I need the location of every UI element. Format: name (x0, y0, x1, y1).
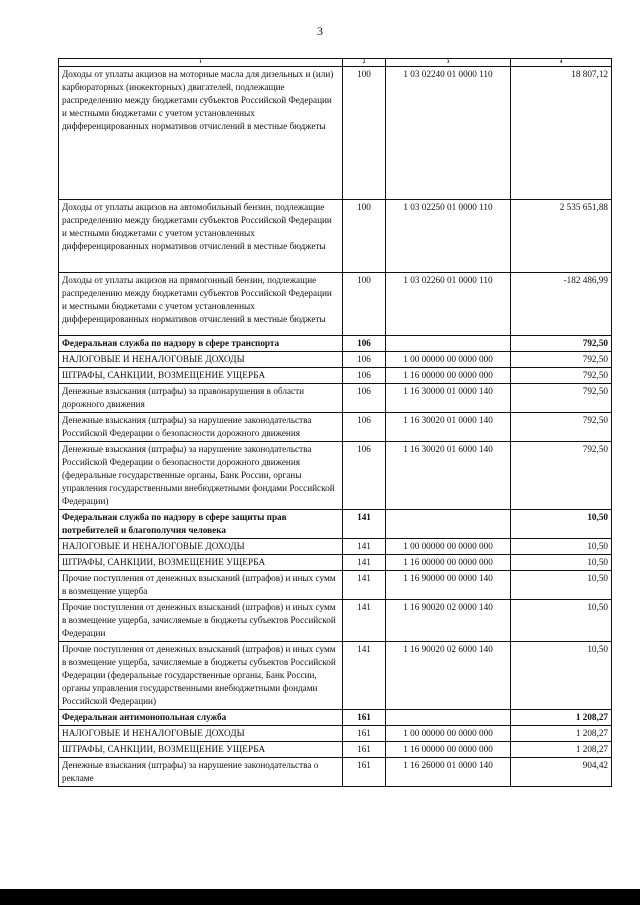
row-amount: 10,50 (511, 510, 612, 539)
header-col-4: 4 (511, 59, 612, 67)
table-row (59, 742, 612, 758)
row-budget-code: 1 00 00000 00 0000 000 (386, 352, 511, 368)
row-name: ШТРАФЫ, САНКЦИИ, ВОЗМЕЩЕНИЕ УЩЕРБА (59, 368, 343, 384)
row-name: Денежные взыскания (штрафы) за нарушение законодательства Российской Федерации о безопасности дорожного движения (федеральные государственные органы, Банк России, органы управления государственными внебюджетными фондами Российской Федерации) (59, 442, 343, 510)
row-admin-code: 100 (343, 273, 386, 336)
row-admin-code: 106 (343, 384, 386, 413)
row-name: Прочие поступления от денежных взысканий (штрафов) и иных сумм в возмещение ущерба, зачисляемые в бюджеты субъектов Российской Федерации (федеральные государственные органы, Банк России, органы управления государственными внебюджетными фондами Российской Федерации) (59, 642, 343, 710)
table-row (59, 67, 612, 200)
table-row (59, 710, 612, 726)
row-amount: 792,50 (511, 413, 612, 442)
row-admin-code: 141 (343, 539, 386, 555)
table-row (59, 352, 612, 368)
row-budget-code: 1 16 30020 01 0000 140 (386, 413, 511, 442)
row-name: Доходы от уплаты акцизов на автомобильный бензин, подлежащие распределению между бюджетами субъектов Российской Федерации и местными бюджетами с учетом установленных дифференцированных нормативов отчислений в местные бюджеты (59, 200, 343, 273)
row-name: Денежные взыскания (штрафы) за нарушение законодательства о рекламе (59, 758, 343, 787)
table-row (59, 571, 612, 600)
row-admin-code: 161 (343, 742, 386, 758)
row-amount: 792,50 (511, 336, 612, 352)
table-row (59, 642, 612, 710)
row-amount: 10,50 (511, 555, 612, 571)
row-budget-code: 1 16 30020 01 6000 140 (386, 442, 511, 510)
row-amount: 18 807,12 (511, 67, 612, 200)
row-amount: 792,50 (511, 368, 612, 384)
row-admin-code: 161 (343, 710, 386, 726)
row-budget-code: 1 03 02260 01 0000 110 (386, 273, 511, 336)
row-budget-code: 1 03 02240 01 0000 110 (386, 67, 511, 200)
row-name: ШТРАФЫ, САНКЦИИ, ВОЗМЕЩЕНИЕ УЩЕРБА (59, 742, 343, 758)
table-row (59, 442, 612, 510)
row-budget-code: 1 16 00000 00 0000 000 (386, 742, 511, 758)
row-budget-code: 1 03 02250 01 0000 110 (386, 200, 511, 273)
row-name: Прочие поступления от денежных взысканий (штрафов) и иных сумм в возмещение ущерба, зачисляемые в бюджеты субъектов Российской Федерации (59, 600, 343, 642)
page-number: 3 (317, 24, 323, 38)
row-admin-code: 141 (343, 642, 386, 710)
header-col-1: 1 (59, 59, 343, 67)
row-budget-code (386, 510, 511, 539)
row-amount: 1 208,27 (511, 742, 612, 758)
row-name: ШТРАФЫ, САНКЦИИ, ВОЗМЕЩЕНИЕ УЩЕРБА (59, 555, 343, 571)
table-row (59, 510, 612, 539)
row-amount: -182 486,99 (511, 273, 612, 336)
row-amount: 2 535 651,88 (511, 200, 612, 273)
table-row (59, 200, 612, 273)
row-name: НАЛОГОВЫЕ И НЕНАЛОГОВЫЕ ДОХОДЫ (59, 352, 343, 368)
row-amount: 10,50 (511, 571, 612, 600)
row-budget-code: 1 16 00000 00 0000 000 (386, 368, 511, 384)
row-name: Денежные взыскания (штрафы) за правонарушения в области дорожного движения (59, 384, 343, 413)
row-admin-code: 100 (343, 67, 386, 200)
header-col-3: 3 (386, 59, 511, 67)
table-row (59, 368, 612, 384)
row-amount: 1 208,27 (511, 726, 612, 742)
row-admin-code: 106 (343, 336, 386, 352)
row-amount: 10,50 (511, 600, 612, 642)
row-admin-code: 161 (343, 758, 386, 787)
table-row (59, 413, 612, 442)
header-row (59, 59, 612, 67)
row-amount: 10,50 (511, 539, 612, 555)
row-amount: 1 208,27 (511, 710, 612, 726)
row-amount: 792,50 (511, 442, 612, 510)
row-amount: 792,50 (511, 352, 612, 368)
row-admin-code: 141 (343, 555, 386, 571)
row-name: Федеральная служба по надзору в сфере транспорта (59, 336, 343, 352)
row-budget-code: 1 16 90000 00 0000 140 (386, 571, 511, 600)
row-admin-code: 106 (343, 352, 386, 368)
table-row (59, 273, 612, 336)
table-row (59, 726, 612, 742)
row-budget-code (386, 336, 511, 352)
row-name: Федеральная служба по надзору в сфере защиты прав потребителей и благополучия человека (59, 510, 343, 539)
row-admin-code: 106 (343, 413, 386, 442)
row-amount: 904,42 (511, 758, 612, 787)
row-name: Денежные взыскания (штрафы) за нарушение законодательства Российской Федерации о безопасности дорожного движения (59, 413, 343, 442)
table-row (59, 539, 612, 555)
row-amount: 792,50 (511, 384, 612, 413)
row-budget-code: 1 00 00000 00 0000 000 (386, 539, 511, 555)
row-name: Доходы от уплаты акцизов на прямогонный бензин, подлежащие распределению между бюджетами субъектов Российской Федерации и местными бюджетами с учетом установленных дифференцированных нормативов отчислений в местные бюджеты (59, 273, 343, 336)
revenue-table (58, 58, 612, 787)
scan-bottom-edge (0, 889, 640, 905)
row-admin-code: 141 (343, 600, 386, 642)
row-amount: 10,50 (511, 642, 612, 710)
row-name: Доходы от уплаты акцизов на моторные масла для дизельных и (или) карбюраторных (инжекторных) двигателей, подлежащие распределению между бюджетами субъектов Российской Федерации и местными бюджетами с учетом установленных дифференцированных нормативов отчислений в местные бюджеты (59, 67, 343, 200)
row-budget-code (386, 710, 511, 726)
table-row (59, 336, 612, 352)
table-row (59, 555, 612, 571)
row-name: Прочие поступления от денежных взысканий (штрафов) и иных сумм в возмещение ущерба (59, 571, 343, 600)
row-name: Федеральная антимонопольная служба (59, 710, 343, 726)
row-name: НАЛОГОВЫЕ И НЕНАЛОГОВЫЕ ДОХОДЫ (59, 726, 343, 742)
row-admin-code: 106 (343, 442, 386, 510)
row-budget-code: 1 16 26000 01 0000 140 (386, 758, 511, 787)
row-name: НАЛОГОВЫЕ И НЕНАЛОГОВЫЕ ДОХОДЫ (59, 539, 343, 555)
table-row (59, 600, 612, 642)
row-admin-code: 106 (343, 368, 386, 384)
row-admin-code: 161 (343, 726, 386, 742)
row-admin-code: 141 (343, 510, 386, 539)
row-admin-code: 141 (343, 571, 386, 600)
table-row (59, 384, 612, 413)
header-col-2: 2 (343, 59, 386, 67)
row-budget-code: 1 00 00000 00 0000 000 (386, 726, 511, 742)
row-budget-code: 1 16 90020 02 0000 140 (386, 600, 511, 642)
row-budget-code: 1 16 00000 00 0000 000 (386, 555, 511, 571)
row-admin-code: 100 (343, 200, 386, 273)
row-budget-code: 1 16 30000 01 0000 140 (386, 384, 511, 413)
row-budget-code: 1 16 90020 02 6000 140 (386, 642, 511, 710)
table-row (59, 758, 612, 787)
